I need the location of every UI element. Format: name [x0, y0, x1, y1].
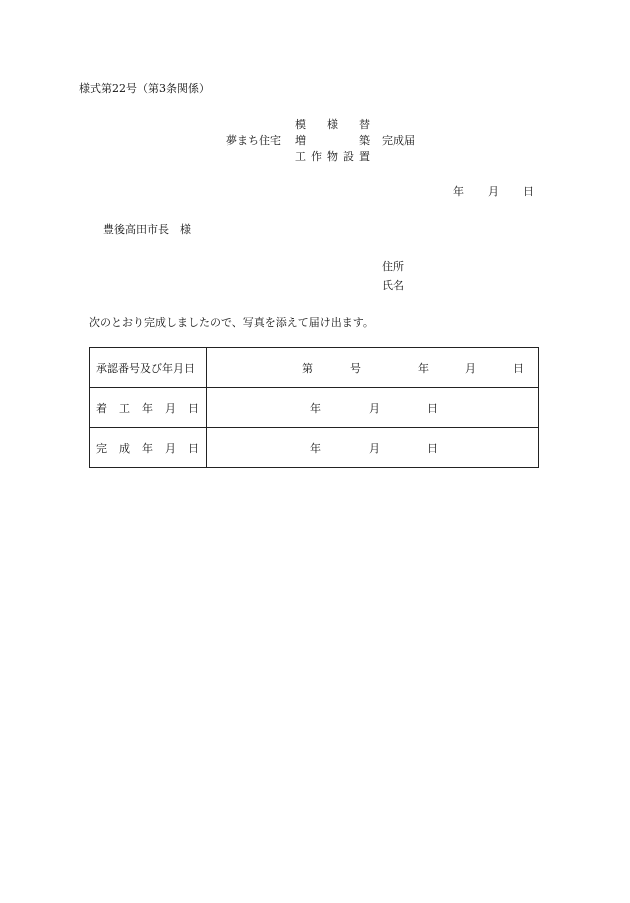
start-date-value-cell — [207, 388, 539, 428]
label-char: 日 — [188, 442, 199, 455]
table-row-completion-date — [90, 428, 539, 468]
approval-label-cell — [90, 348, 207, 388]
start-day-label: 日 — [427, 402, 438, 415]
label-char: 日 — [188, 402, 199, 415]
title-prefix: 夢まち住宅 — [226, 134, 281, 147]
label-char: 月 — [165, 402, 176, 415]
title-option-char: 替 — [359, 118, 370, 131]
form-table — [89, 347, 539, 468]
approval-month-label: 月 — [465, 362, 476, 375]
title-option-char: 置 — [359, 150, 370, 163]
title-option-char: 築 — [359, 134, 370, 147]
name-label: 氏名 — [382, 279, 404, 292]
title-option-char: 増 — [295, 134, 306, 147]
approval-year-label: 年 — [418, 362, 429, 375]
title-option-char: 模 — [295, 118, 306, 131]
label-char: 完 — [96, 442, 107, 455]
table-row-approval — [90, 348, 539, 388]
completion-day-label: 日 — [427, 442, 438, 455]
start-month-label: 月 — [369, 402, 380, 415]
approval-dai-label: 第 — [302, 362, 313, 375]
body-text: 次のとおり完成しましたので、写真を添えて届け出ます。 — [89, 316, 374, 329]
title-option-char: 様 — [327, 118, 338, 131]
date-month-label: 月 — [488, 185, 499, 198]
approval-go-label: 号 — [350, 362, 361, 375]
start-date-label-cell — [90, 388, 207, 428]
start-year-label: 年 — [310, 402, 321, 415]
title-suffix: 完成届 — [382, 134, 415, 147]
approval-label: 承認番号及び年月日 — [96, 362, 195, 375]
addressee: 豊後高田市長 様 — [103, 223, 191, 236]
title-option-char: 物 — [327, 150, 338, 163]
completion-date-label-cell — [90, 428, 207, 468]
table-row-start-date — [90, 388, 539, 428]
start-date-label — [90, 388, 206, 427]
address-label: 住所 — [382, 260, 404, 273]
label-char: 月 — [165, 442, 176, 455]
label-char: 成 — [119, 442, 130, 455]
date-year-label: 年 — [453, 185, 464, 198]
label-char: 年 — [142, 402, 153, 415]
completion-date-label — [90, 428, 206, 467]
label-char: 着 — [96, 402, 107, 415]
completion-year-label: 年 — [310, 442, 321, 455]
date-day-label: 日 — [523, 185, 534, 198]
label-char: 年 — [142, 442, 153, 455]
form-number: 様式第22号（第3条関係） — [79, 82, 210, 95]
completion-month-label: 月 — [369, 442, 380, 455]
approval-day-label: 日 — [513, 362, 524, 375]
completion-date-value-cell — [207, 428, 539, 468]
label-char: 工 — [119, 402, 130, 415]
title-option-char: 作 — [311, 150, 322, 163]
title-option-char: 工 — [295, 150, 306, 163]
title-option-char: 設 — [343, 150, 354, 163]
approval-value-cell — [207, 348, 539, 388]
